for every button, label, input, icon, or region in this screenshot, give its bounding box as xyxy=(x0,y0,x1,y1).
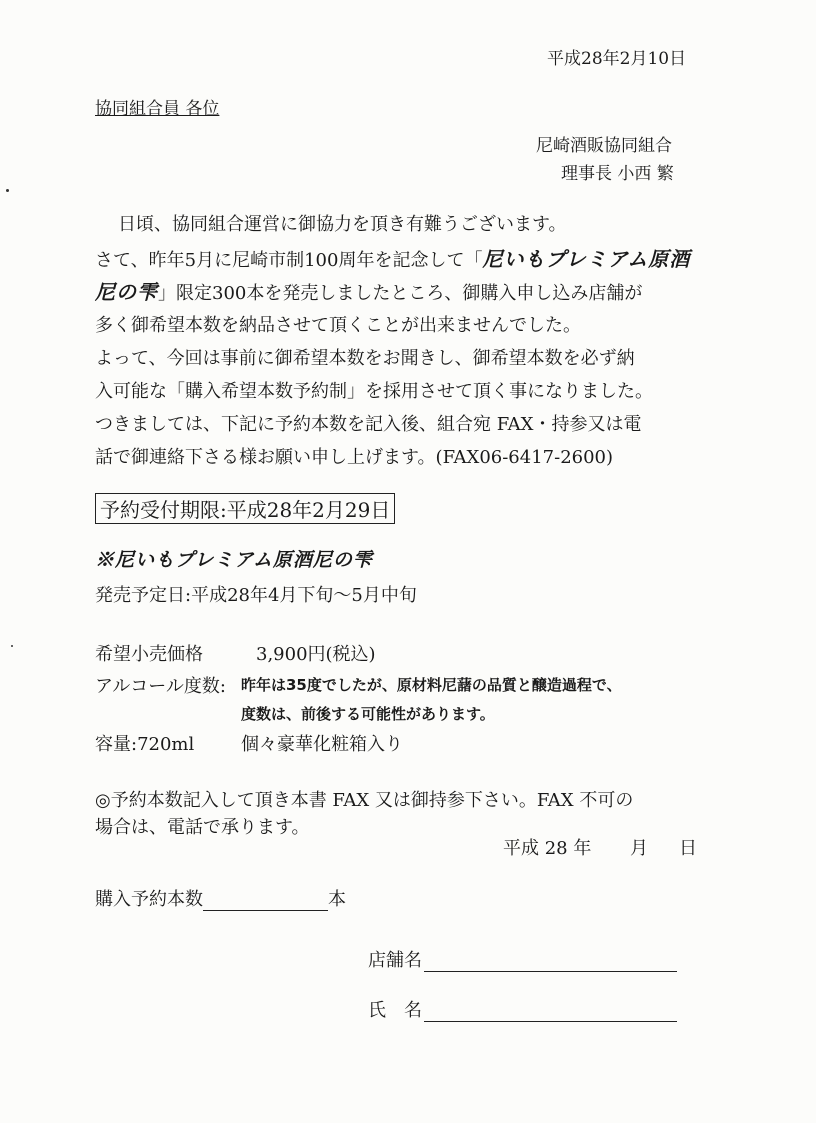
quantity-blank[interactable] xyxy=(203,890,328,911)
alcohol-note-line-2: 度数は、前後する可能性があります。 xyxy=(241,705,495,723)
customer-name-row xyxy=(368,996,677,1022)
greeting-paragraph: 日頃、協同組合運営に御協力を頂き有難うございます。 xyxy=(118,214,567,235)
volume-value: 個々豪華化粧箱入り xyxy=(241,734,403,755)
notice-line-1: ◎予約本数記入して頂き本書 FAX 又は御持参下さい。FAX 不可の xyxy=(95,790,634,811)
price-value: 3,900円(税込) xyxy=(256,644,376,665)
body-line-2-text: 」限定300本を発売しましたところ、御購入申し込み店舗が xyxy=(158,283,643,304)
body-line-6: つきましては、下記に予約本数を記入後、組合宛 FAX・持参又は電 xyxy=(95,414,642,435)
alcohol-note-line-1: 昨年は35度でしたが、原材料尼藷の品質と醸造過程で、 xyxy=(241,676,622,694)
body-line-7: 話で御連絡下さる様お願い申し上げます。(FAX06-6417-2600) xyxy=(95,447,614,468)
alcohol-label: アルコール度数: xyxy=(95,676,226,697)
volume-label: 容量:720ml xyxy=(95,734,195,755)
body-line-1-text: さて、昨年5月に尼崎市制100周年を記念して「 xyxy=(95,250,483,271)
product-heading-name: 尼いもプレミアム原酒尼の雫 xyxy=(115,549,373,571)
body-line-4: よって、今回は事前に御希望本数をお聞きし、御希望本数を必ず納 xyxy=(95,348,635,369)
release-date: 発売予定日:平成28年4月下旬～5月中旬 xyxy=(95,585,417,606)
reservation-deadline: 予約受付期限:平成28年2月29日 xyxy=(95,493,395,524)
sender-organization: 尼崎酒販協同組合 xyxy=(536,136,672,156)
store-name-row xyxy=(368,946,677,972)
body-line-1 xyxy=(95,243,690,272)
product-heading xyxy=(95,545,373,572)
reference-mark: ※ xyxy=(95,549,116,571)
quantity-row xyxy=(95,885,346,911)
product-name-brush-b: 尼の雫 xyxy=(95,280,158,304)
scan-speck xyxy=(6,189,9,192)
body-line-2 xyxy=(95,276,642,305)
quantity-label: 購入予約本数 xyxy=(95,889,203,910)
price-label: 希望小売価格 xyxy=(95,644,203,665)
product-name-brush-a: 尼いもプレミアム原酒 xyxy=(482,247,691,271)
recipient-line: 協同組合員 各位 xyxy=(95,99,220,119)
customer-name-label: 氏 名 xyxy=(368,1000,422,1021)
form-date-era: 平成 28 年 xyxy=(503,838,592,859)
form-date-month: 月 xyxy=(630,838,648,859)
document-date: 平成28年2月10日 xyxy=(547,49,687,69)
scan-speck xyxy=(11,645,13,647)
notice-line-2: 場合は、電話で承ります。 xyxy=(95,817,310,838)
store-name-blank[interactable] xyxy=(424,951,677,972)
body-line-3: 多く御希望本数を納品させて頂くことが出来ませんでした。 xyxy=(95,315,581,336)
quantity-unit: 本 xyxy=(328,889,346,910)
customer-name-blank[interactable] xyxy=(424,1001,677,1022)
form-date-day: 日 xyxy=(679,838,697,859)
store-name-label: 店舗名 xyxy=(368,950,422,971)
body-line-5: 入可能な「購入希望本数予約制」を採用させて頂く事になりました。 xyxy=(95,381,653,402)
sender-chairman: 理事長 小西 繁 xyxy=(561,164,674,184)
